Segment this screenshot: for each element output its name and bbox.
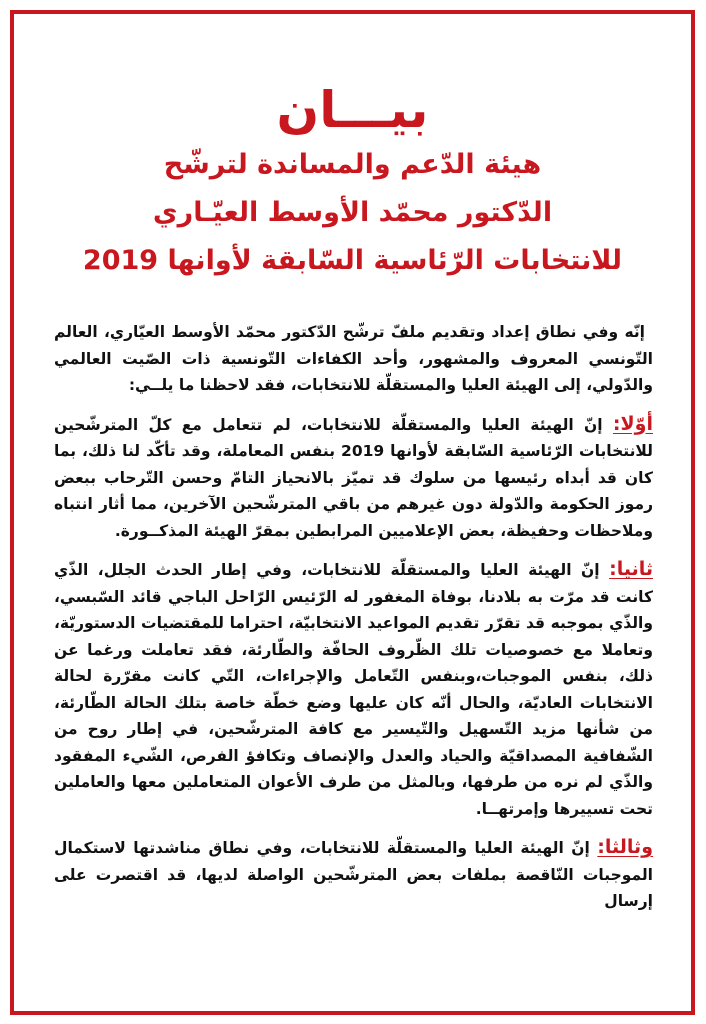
subtitle-line-2: الدّكتور محمّد الأوسط العيّـاري bbox=[152, 197, 553, 228]
subtitle-line-3: للانتخابات الرّئاسية السّابقة لأوانها 2019 bbox=[82, 245, 623, 276]
statement-body bbox=[54, 319, 653, 927]
document-header bbox=[14, 79, 691, 285]
paragraph-third-lead: وثالثا: bbox=[597, 836, 653, 858]
paragraph-first-text: إنّ الهيئة العليا والمستقلّة للانتخابات، لم تتعامل مع كلّ المترشّحين للانتخابات الرّئاسية السّابقة لأوانها 2019 بنفس المعاملة، وقد تأكّد لنا ذلك، بما كان قد أبداه رئيسها من سلوك قد تميّز بالانحياز التامّ وحسن التّرحاب ببعض رموز الحكومة والدّولة دون غيرهم من باقي المترشّحين الآخرين، مما أثار انتباه وملاحظات وحفيظة، بعض الإعلاميين المرابطين بمقرّ الهيئة المذكــورة. bbox=[54, 415, 653, 540]
intro-paragraph: إنّه وفي نطاق إعداد وتقديم ملفّ ترشّح الدّكتور محمّد الأوسط العيّاري، العالم التّونسي المعروف والمشهور، وأحد الكفاءات التّونسية ذات الصّيت العالمي والدّولي، إلى الهيئة العليا والمستقلّة للانتخابات، فقد لاحظنا ما يلــي: bbox=[54, 323, 653, 394]
paragraph-first bbox=[54, 411, 653, 545]
paragraph-second-text: إنّ الهيئة العليا والمستقلّة للانتخابات، وفي إطار الحدث الجلل، الذّي كانت قد مرّت به بلادنا، بوفاة المغفور له الرّئيس الرّاحل الباجي قائد السّبسي، والذّي بموجبه قد تقرّر تقديم المواعيد الانتخابيّة، احتراما للمقتضيات الدستوريّة، وتعاملا مع خصوصيات تلك الظّروف الحافّة والطّارئة، فقد تعاملت ورغما عن ذلك، بنفس الموجبات،وبنفس التّعامل والإجراءات، التّي كانت مقرّرة لحالة الانتخابات العاديّة، والحال أنّه كان عليها وضع خطّة خاصة بتلك الحالة الطّارئة، من شأنها مزيد التّسهيل والتّيسير مع كافة المترشّحين، في إطار روح من الشّفافية المصداقيّة والحياد والعدل والإنصاف وتكافؤ الفرص، الشّيء المفقود والذّي لم نره من طرفها، وبالمثل من طرف الأعوان المتعاملين معها والعاملين تحت تسييرها وإمرتهــا. bbox=[54, 561, 653, 818]
paragraph-third bbox=[54, 834, 653, 915]
page-title: بيـــان bbox=[276, 81, 429, 139]
page-border bbox=[10, 10, 695, 1015]
paragraph-second bbox=[54, 556, 653, 822]
paragraph-second-lead: ثانيا: bbox=[609, 558, 653, 580]
paragraph-third-text: إنّ الهيئة العليا والمستقلّة للانتخابات، وفي نطاق مناشدتها لاستكمال الموجبات النّاقصة بملفات بعض المترشّحين الواصلة لديها، قد اقتصرت على إرسال bbox=[54, 839, 653, 910]
paragraph-first-lead: أوّلا: bbox=[612, 412, 653, 435]
subtitle-line-1: هيئة الدّعم والمساندة لترشّح bbox=[163, 149, 542, 180]
